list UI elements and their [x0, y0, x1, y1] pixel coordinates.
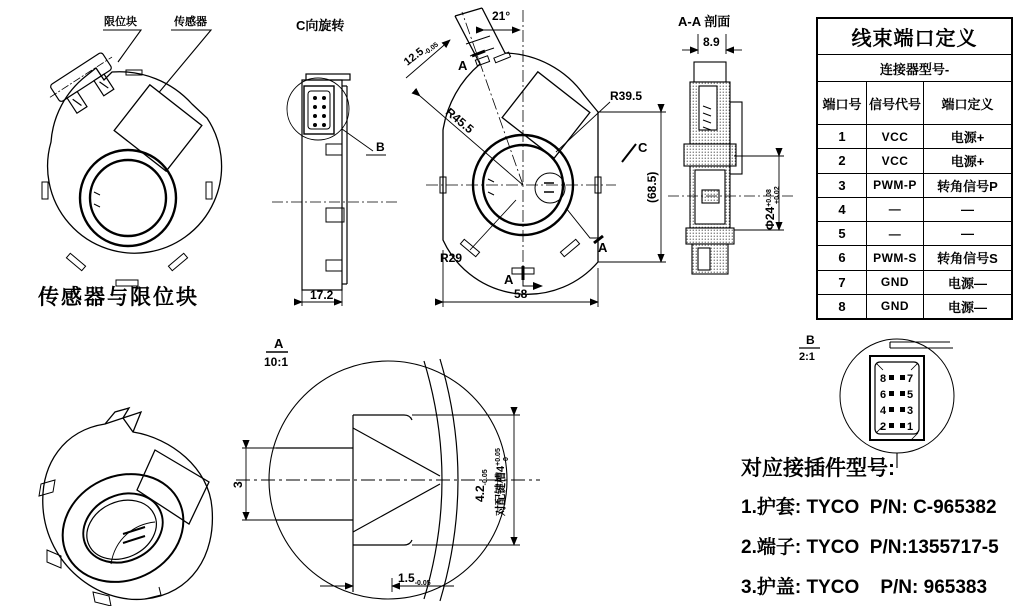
cell-signal: —: [866, 198, 923, 221]
detail-a-keyway-note: 对配键槽$4^{+0.05}0$: [495, 448, 510, 516]
col-header-signal: 信号代号: [866, 82, 923, 124]
harness-table-subtitle: 连接器型号-: [818, 54, 1011, 81]
svg-text:8: 8: [880, 373, 887, 385]
front-c-mark-line: [622, 144, 636, 162]
front-radius-inner: R29: [440, 251, 463, 265]
connector-info-item: 1.护套: TYCO P/N: C-965382: [741, 497, 997, 518]
front-radius-body: R45.5: [442, 104, 477, 137]
cell-signal: VCC: [866, 149, 923, 172]
front-width-dim: 58: [514, 287, 528, 301]
detail-b-ref-mark: B: [376, 140, 385, 154]
connector-info-item: 2.端子: TYCO P/N:1355717-5: [741, 537, 999, 558]
c-view-width-dim: 17.2: [310, 288, 334, 302]
cell-definition: —: [923, 222, 1011, 245]
detail-a-groove-dim: 3: [231, 481, 245, 488]
front-r395-leader: [556, 102, 610, 152]
cell-definition: 转角信号S: [923, 246, 1011, 269]
cell-definition: 电源+: [923, 149, 1011, 172]
assembly-view: [6, 10, 262, 310]
table-row: [818, 148, 1011, 172]
svg-text:4: 4: [880, 405, 887, 417]
detail-a-view: [228, 330, 548, 606]
front-centerlines: [426, 10, 616, 268]
section-aa-view: [662, 10, 814, 282]
cell-signal: PWM-P: [866, 174, 923, 197]
detail-a-key-height-dim: $4.2_{-0.05}$: [473, 469, 489, 502]
col-header-port: 端口号: [822, 96, 862, 112]
assembly-caption: 传感器与限位块: [38, 286, 199, 309]
front-tab-dim: $12.5_{-0.05}$: [401, 41, 440, 69]
cell-signal: VCC: [866, 125, 923, 148]
detail-a-key-width-dim: $1.5_{-0.05}$: [398, 571, 431, 587]
svg-text:1: 1: [907, 421, 914, 433]
svg-text:6: 6: [880, 389, 887, 401]
limit-block-part: [45, 49, 128, 121]
cell-port: 7: [838, 274, 846, 290]
isometric-outline: [39, 408, 212, 606]
detail-b-flange: [890, 342, 953, 468]
detail-b-ref: B: [806, 333, 815, 347]
harness-table: [816, 17, 1013, 320]
detail-a-scale: 10:1: [264, 355, 289, 369]
limit-block-label: 限位块: [104, 16, 137, 28]
svg-text:A: A: [504, 272, 514, 287]
isometric-view: [5, 388, 230, 606]
front-view: [398, 0, 690, 318]
front-view-mark: C: [638, 140, 648, 155]
front-radius-outer: R39.5: [610, 89, 643, 103]
c-rotation-view: [268, 12, 402, 308]
svg-text:A: A: [598, 240, 608, 255]
front-height-dim: (68.5): [645, 171, 659, 203]
cell-signal: GND: [866, 271, 923, 294]
svg-text:7: 7: [907, 373, 914, 385]
svg-text:3: 3: [907, 405, 914, 417]
table-row: [818, 245, 1011, 269]
cell-definition: 电源—: [923, 295, 1011, 318]
connector-info-item: 3.护盖: TYCO P/N: 965383: [741, 577, 988, 598]
cell-definition: 电源+: [923, 125, 1011, 148]
detail-a-ref: A: [274, 336, 284, 351]
svg-text:2: 2: [880, 421, 887, 433]
cell-definition: —: [923, 198, 1011, 221]
cell-port: 5: [838, 226, 846, 242]
detail-b-connector: [870, 356, 924, 440]
section-body: [684, 62, 742, 274]
section-depth-dim: 8.9: [703, 35, 720, 49]
section-bore-dim: $\Phi 24^{+0.08}+0.02$: [763, 186, 781, 230]
connector-info-title: 对应接插件型号:: [741, 457, 895, 480]
c-view-title: C向旋转: [296, 18, 345, 33]
front-outline: [440, 8, 601, 294]
table-row: [818, 173, 1011, 197]
svg-text:5: 5: [907, 389, 914, 401]
cell-definition: 转角信号P: [923, 174, 1011, 197]
front-r29-leader: [470, 200, 516, 250]
cell-signal: —: [866, 222, 923, 245]
front-section-marks: [458, 51, 608, 287]
table-row: [818, 294, 1011, 318]
cell-port: 3: [838, 177, 846, 193]
detail-b-scale: 2:1: [799, 351, 815, 363]
cell-port: 8: [838, 298, 846, 314]
sensor-label: 传感器: [174, 16, 207, 28]
section-aa-title: A-A 剖面: [678, 14, 731, 29]
cell-port: 1: [838, 129, 846, 145]
table-row: [818, 270, 1011, 294]
cell-port: 4: [838, 201, 846, 217]
table-row: [818, 221, 1011, 245]
table-row: [818, 124, 1011, 148]
harness-table-header: [818, 81, 1011, 124]
detail-b-view: [790, 332, 1000, 470]
cell-port: 6: [838, 250, 846, 266]
cell-signal: GND: [866, 295, 923, 318]
cell-signal: PWM-S: [866, 246, 923, 269]
detail-b-pins: [880, 373, 913, 433]
cell-definition: 电源—: [923, 271, 1011, 294]
harness-table-title: 线束端口定义: [851, 28, 978, 50]
c-view-body: [287, 74, 386, 290]
front-angle-dim: 21°: [492, 9, 511, 23]
col-header-definition: 端口定义: [923, 82, 1011, 124]
svg-text:A: A: [458, 58, 468, 73]
table-row: [818, 197, 1011, 221]
cell-port: 2: [838, 153, 846, 169]
